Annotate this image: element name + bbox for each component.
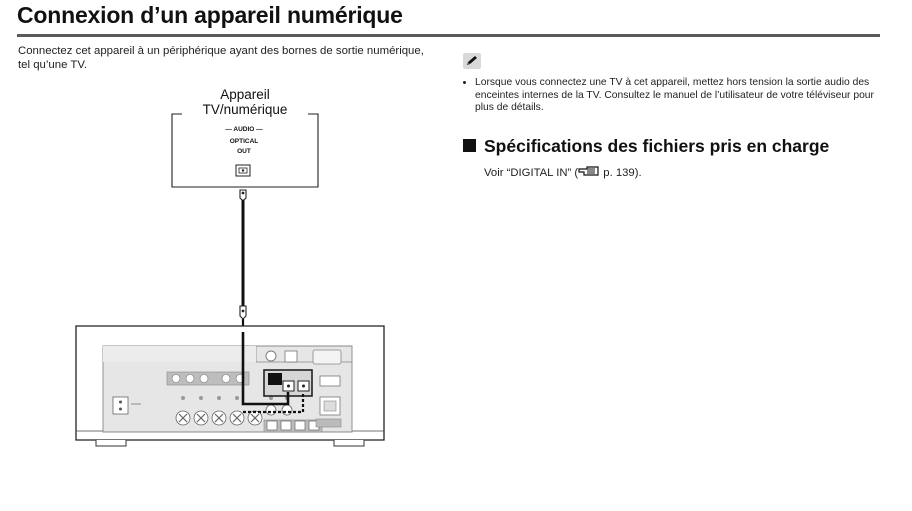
- cable-plug-bottom: [240, 306, 246, 319]
- device-label-line2: TV/numérique: [202, 102, 288, 117]
- note-bullet: • Lorsque vous connectez une TV à cet appareil, mettez hors tension la sortie audio des enceintes internes de la TV. Consultez le manuel de l’utilisateur de votre téléviseur pour plus de détails.: [475, 77, 883, 115]
- audio-label: — AUDIO —: [225, 126, 263, 133]
- receiver-unit: [76, 326, 384, 446]
- device-label-line1: Appareil: [220, 87, 270, 102]
- page-title: Connexion d’un appareil numérique: [17, 2, 403, 28]
- out-label: OUT: [237, 148, 251, 155]
- intro-text: Connectez cet appareil à un périphérique ayant des bornes de sortie numérique, tel qu’une TV.: [18, 45, 424, 71]
- cable-plug-top: [240, 190, 246, 200]
- spec-ref-link[interactable]: p. 139).: [600, 167, 642, 179]
- spec-ref-prefix: Voir “DIGITAL IN” (: [484, 167, 579, 179]
- spec-heading-text: Spécifications des fichiers pris en charge: [484, 136, 830, 156]
- optical-label: OPTICAL: [229, 138, 259, 145]
